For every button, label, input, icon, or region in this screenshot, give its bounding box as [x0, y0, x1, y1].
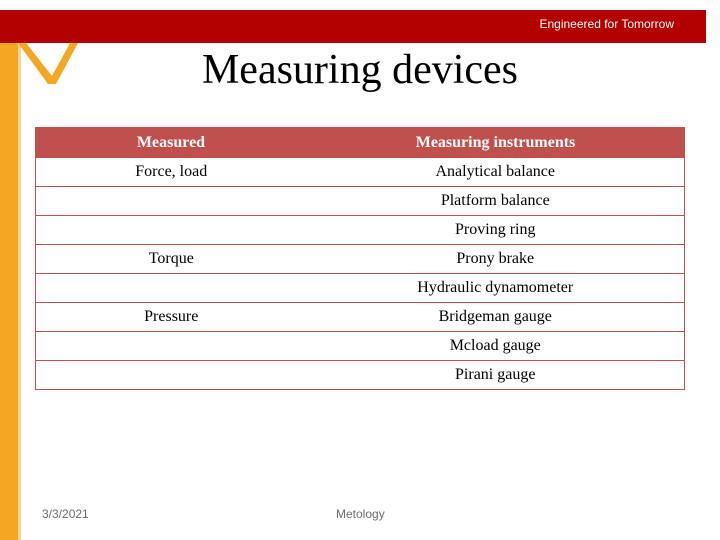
table-header-row	[36, 128, 685, 158]
footer-text: Metology	[336, 507, 385, 521]
instrument-cell: Bridgeman gauge	[307, 303, 685, 332]
instrument-cell: Platform balance	[307, 187, 685, 216]
measured-cell	[36, 274, 307, 303]
instrument-cell: Mcload gauge	[307, 332, 685, 361]
measured-cell: Pressure	[36, 303, 307, 332]
table-row	[36, 187, 685, 216]
table-row	[36, 274, 685, 303]
header-tagline: Engineered for Tomorrow	[539, 17, 674, 31]
left-accent-highlight	[18, 20, 21, 540]
slide-title: Measuring devices	[201, 47, 519, 93]
instrument-cell: Prony brake	[307, 245, 685, 274]
measured-cell	[36, 216, 307, 245]
left-accent-bar	[0, 20, 18, 540]
column-header-instruments: Measuring instruments	[307, 128, 685, 158]
footer-date: 3/3/2021	[42, 507, 89, 521]
table-row	[36, 303, 685, 332]
instrument-cell: Hydraulic dynamometer	[307, 274, 685, 303]
instrument-cell: Analytical balance	[307, 158, 685, 187]
measured-cell: Force, load	[36, 158, 307, 187]
table-row	[36, 158, 685, 187]
table-row	[36, 216, 685, 245]
measured-cell	[36, 187, 307, 216]
measured-cell	[36, 332, 307, 361]
table-row	[36, 361, 685, 390]
table-row	[36, 245, 685, 274]
table-row	[36, 332, 685, 361]
instrument-cell: Pirani gauge	[307, 361, 685, 390]
measured-cell	[36, 361, 307, 390]
measuring-devices-table	[35, 127, 685, 390]
column-header-measured: Measured	[36, 128, 307, 158]
measured-cell: Torque	[36, 245, 307, 274]
instrument-cell: Proving ring	[307, 216, 685, 245]
